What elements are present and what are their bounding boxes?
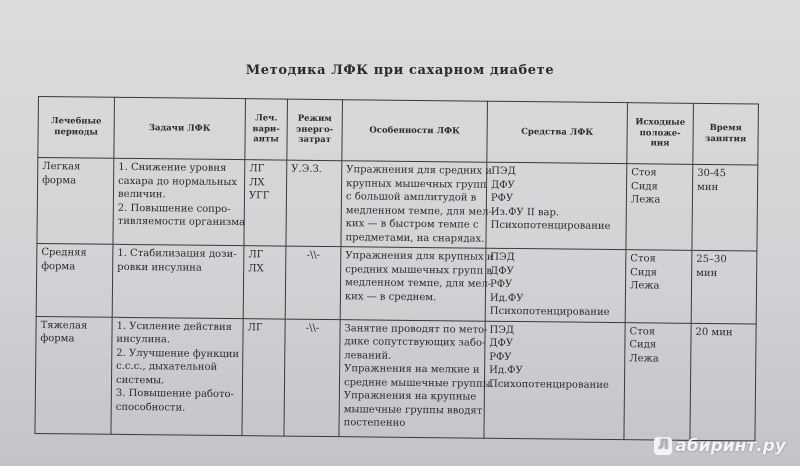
cell-line: средних мышечных групп в	[345, 263, 493, 277]
cell-line: ЛХ	[248, 262, 264, 274]
cell-line: ДФУ	[489, 337, 514, 349]
cell-time	[691, 250, 757, 323]
cell-features	[340, 247, 494, 321]
cell-line: ких — в среднем.	[344, 290, 437, 303]
cell-line: постепенно	[343, 417, 406, 429]
cell-tasks	[111, 317, 243, 435]
cell-line: ПЭД	[489, 324, 515, 336]
cell-line: Занятие проводят по мето-	[344, 322, 488, 336]
cell-line: с.с.с., дыхательной	[116, 360, 218, 373]
cell-line: Лежа	[629, 352, 659, 365]
labirint-watermark	[654, 436, 786, 456]
header-means: Средства ЛФК	[487, 101, 628, 163]
cell-line: сахара до нормальных	[118, 175, 238, 188]
cell-line: ЛГ	[247, 321, 263, 333]
cell-line: леваний.	[344, 349, 392, 362]
cell-variants	[244, 160, 287, 246]
cell-means	[485, 248, 626, 322]
cell-line: ЛГ	[249, 163, 265, 175]
cell-line: способности.	[115, 401, 186, 414]
cell-line: -\\-	[305, 322, 320, 334]
cell-period	[35, 316, 112, 434]
cell-line: Лежа	[630, 194, 661, 206]
cell-line: Легкая	[42, 161, 81, 173]
cell-line: предметами, на снарядах.	[345, 231, 485, 245]
cell-line: форма	[42, 174, 77, 186]
cell-means	[484, 321, 625, 439]
cell-line: мин	[696, 267, 718, 279]
cell-line: Упражнения на крупные	[343, 390, 477, 403]
cell-line: величин.	[117, 188, 166, 201]
table-title: Методика ЛФК при сахарном диабете	[245, 63, 555, 78]
cell-line: мин	[697, 181, 719, 193]
cell-tasks	[113, 158, 245, 245]
cell-line: Лежа	[629, 280, 660, 292]
header-energy: Режим энерго-затрат	[287, 99, 343, 161]
cell-line: инсулина.	[116, 333, 171, 346]
cell-line: ких — в быстром темпе с	[345, 218, 479, 231]
cell-means	[486, 162, 627, 249]
cell-line: ПЭД	[490, 251, 515, 264]
cell-line: Сидя	[630, 266, 658, 278]
cell-line: с большой амплитудой в	[345, 191, 477, 204]
cell-line: 1. Усиление действия	[116, 320, 233, 333]
cell-line: 2. Улучшение функции	[116, 347, 240, 360]
header-tasks: Задачи ЛФК	[114, 97, 246, 159]
cell-line: медленном темпе, для мел-	[345, 277, 492, 290]
cell-line: форма	[40, 333, 75, 345]
cell-line: 1. Стабилизация дози-	[117, 247, 237, 261]
cell-line: Психопотенцирование	[488, 378, 609, 391]
cell-line: У.Э.З.	[291, 163, 322, 175]
cell-positions	[626, 164, 693, 251]
cell-line: ДФУ	[491, 179, 515, 191]
cell-line: Упражнения для средних и	[346, 164, 493, 177]
methods-table	[34, 96, 758, 441]
header-time: Время занятия	[693, 103, 759, 165]
cell-line: ЛХ	[249, 176, 265, 188]
cell-line: 2. Повышение сопро-	[117, 202, 231, 215]
cell-line: ЛГ	[248, 249, 264, 261]
cell-line: 30-45	[697, 167, 727, 180]
cell-tasks	[112, 244, 244, 318]
cell-line: 20 мин	[695, 326, 733, 338]
cell-line: 1. Снижение уровня	[118, 161, 227, 174]
cell-period	[37, 158, 114, 245]
cell-line: ПЭД	[491, 165, 516, 178]
header-row	[38, 97, 759, 166]
cell-line: Психопотенцирование	[490, 219, 611, 233]
header-variants: Леч. вари-анты	[245, 99, 288, 160]
cell-line: Ид.ФУ	[489, 292, 524, 304]
labirint-logo-icon: Л	[654, 437, 672, 455]
table-row	[37, 158, 758, 252]
cell-line: Средняя	[41, 247, 87, 259]
cell-line: РФУ	[489, 351, 512, 363]
header-periods: Лечебные периоды	[38, 97, 115, 159]
cell-line: дике сопутствующих забо-	[344, 336, 486, 349]
cell-line: форма	[41, 260, 76, 272]
cell-line: Психопотенцирование	[489, 305, 610, 318]
cell-line: Стоя	[631, 167, 657, 179]
cell-line: РФУ	[490, 192, 514, 204]
cell-line: 3. Повышение работо-	[115, 387, 234, 401]
cell-line: медленном темпе, для мел-	[345, 204, 492, 218]
methods-table-container	[38, 96, 758, 434]
cell-energy	[286, 160, 342, 247]
cell-line: системы.	[115, 374, 165, 386]
cell-period	[36, 243, 113, 316]
cell-line: тивляемости организма	[117, 215, 246, 229]
cell-line: Тяжелая	[40, 319, 88, 332]
table-row	[36, 243, 757, 323]
cell-line: средние мышечные группы.	[343, 376, 494, 390]
cell-energy	[284, 319, 340, 437]
cell-line: Упражнения для крупных и	[345, 250, 494, 263]
cell-line: РФУ	[489, 278, 513, 290]
cell-line: -\\-	[306, 249, 321, 261]
cell-positions	[625, 250, 692, 323]
cell-line: Сидя	[629, 339, 657, 351]
cell-line: Стоя	[630, 253, 656, 265]
header-positions: Исходные положе-ния	[627, 103, 694, 165]
cell-features	[339, 319, 494, 438]
cell-line: мышечные группы вводят	[343, 403, 483, 417]
cell-features	[341, 161, 493, 249]
cell-line: Ид.ФУ	[489, 364, 523, 377]
cell-line: УГГ	[248, 190, 270, 202]
cell-variants	[242, 318, 285, 435]
watermark-text: абиринт.ру	[675, 436, 786, 456]
cell-line: Упражнения на мелкие и	[344, 363, 480, 376]
cell-line: ДФУ	[490, 265, 514, 277]
cell-line: Из.ФУ II вар.	[490, 206, 560, 218]
cell-line: Стоя	[629, 325, 656, 337]
cell-time	[690, 323, 756, 441]
table-row	[35, 316, 756, 441]
cell-variants	[243, 246, 286, 319]
cell-positions	[624, 322, 691, 440]
cell-line: 25–30	[696, 253, 727, 266]
cell-time	[692, 164, 758, 251]
cell-energy	[285, 246, 341, 319]
cell-line: Сидя	[631, 180, 658, 192]
cell-line: ровки инсулина	[117, 261, 202, 274]
cell-line: крупных мышечных групп	[346, 177, 487, 191]
header-features: Особенности ЛФК	[342, 100, 488, 163]
